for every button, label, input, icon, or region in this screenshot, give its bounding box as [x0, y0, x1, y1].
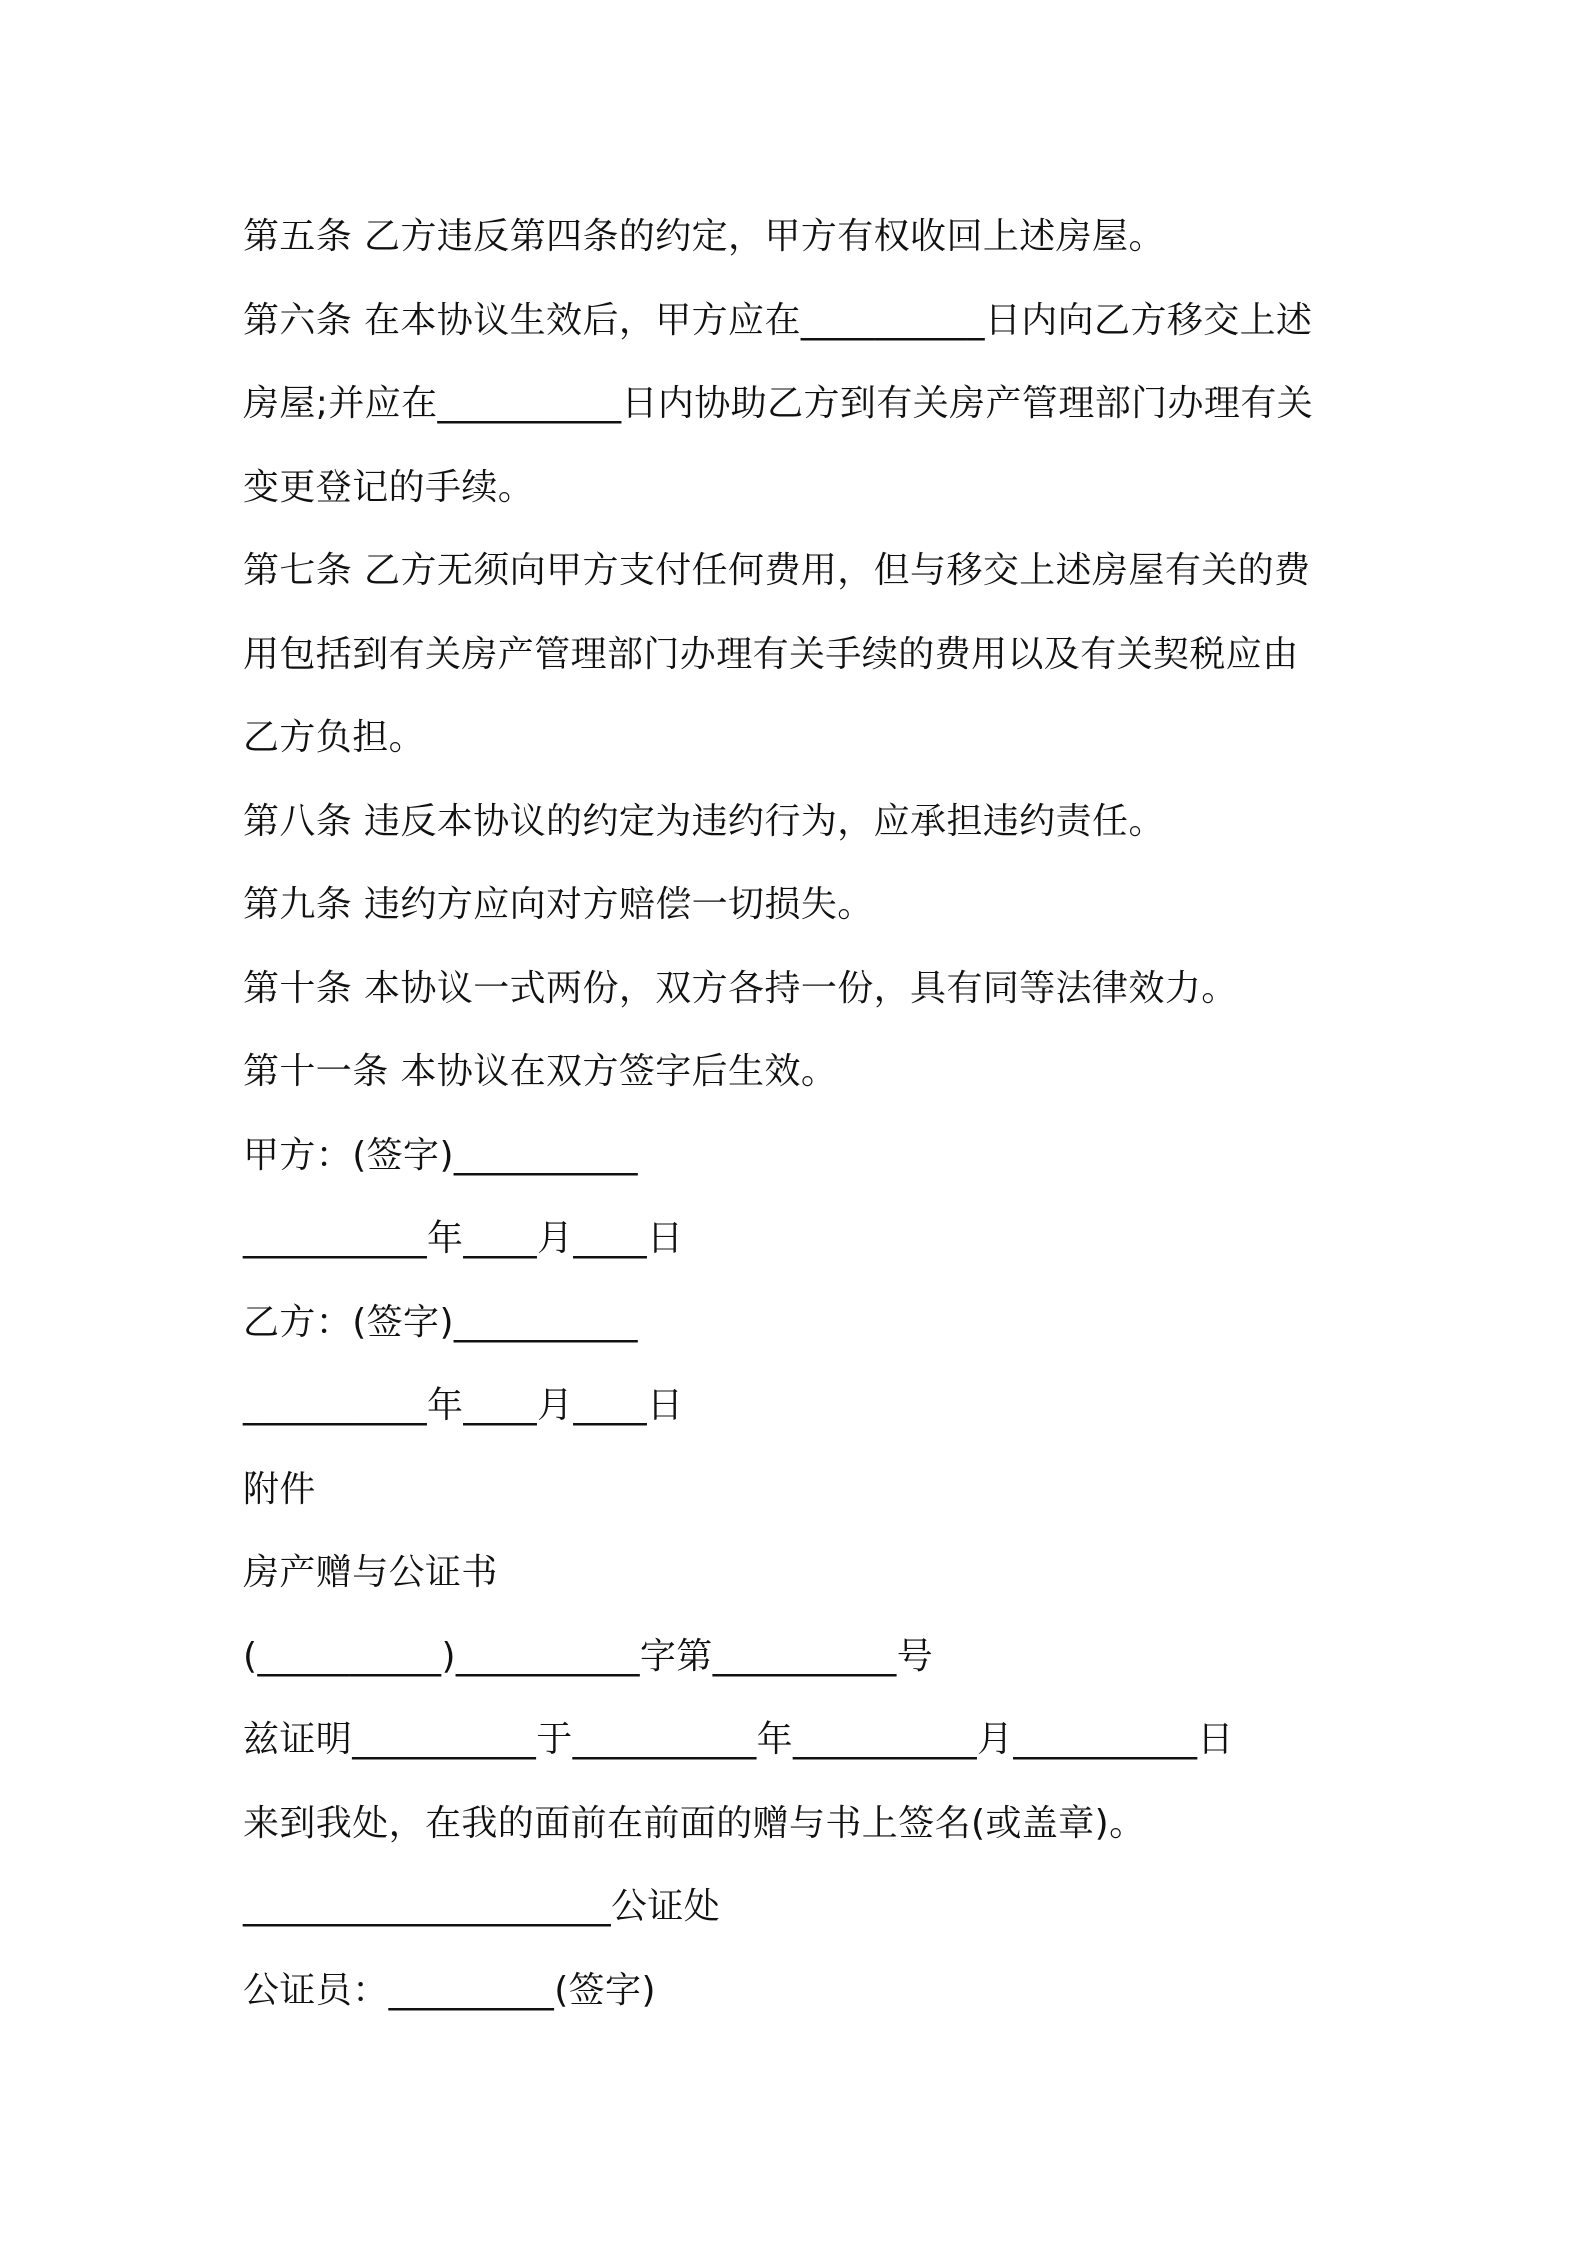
document-body [243, 195, 1363, 2032]
notary-signature-line: 公证员：_________(签字) [243, 1969, 656, 2011]
party-b-signature: 乙方：(签字)__________ [243, 1301, 638, 1343]
notary-office-line: ____________________公证处 [243, 1886, 721, 1927]
article-11: 第十一条 本协议在双方签字后生效。 [243, 1051, 838, 1092]
certification-date-line: 兹证明__________于__________年__________月__________日 [243, 1719, 1234, 1760]
article-8: 第八条 违反本协议的约定为违约行为，应承担违约责任。 [243, 800, 1165, 842]
party-b-date: __________年____月____日 [243, 1385, 684, 1426]
article-6-line-2: 房屋;并应在__________日内协助乙方到有关房产管理部门办理有关 [243, 383, 1314, 424]
party-a-date: __________年____月____日 [243, 1218, 684, 1259]
attachment-heading: 附件 [243, 1468, 316, 1510]
party-a-signature: 甲方：(签字)__________ [243, 1134, 638, 1176]
article-6-line-3: 变更登记的手续。 [243, 466, 535, 508]
article-6-line-1: 第六条 在本协议生效后，甲方应在__________日内向乙方移交上述 [243, 299, 1313, 341]
article-7-line-3: 乙方负担。 [243, 717, 426, 758]
article-7-line-2: 用包括到有关房产管理部门办理有关手续的费用以及有关契税应由 [243, 633, 1299, 675]
article-5: 第五条 乙方违反第四条的约定，甲方有权收回上述房屋。 [243, 216, 1165, 257]
article-9: 第九条 违约方应向对方赔偿一切损失。 [243, 884, 874, 925]
article-7-line-1: 第七条 乙方无须向甲方支付任何费用，但与移交上述房屋有关的费 [243, 550, 1311, 591]
article-10: 第十条 本协议一式两份，双方各持一份，具有同等法律效力。 [243, 967, 1238, 1009]
certification-statement: 来到我处，在我的面前在前面的赠与书上签名(或盖章)。 [243, 1802, 1146, 1844]
certificate-number: (__________)__________字第__________号 [243, 1635, 934, 1677]
notarial-certificate-title: 房产赠与公证书 [243, 1552, 498, 1593]
